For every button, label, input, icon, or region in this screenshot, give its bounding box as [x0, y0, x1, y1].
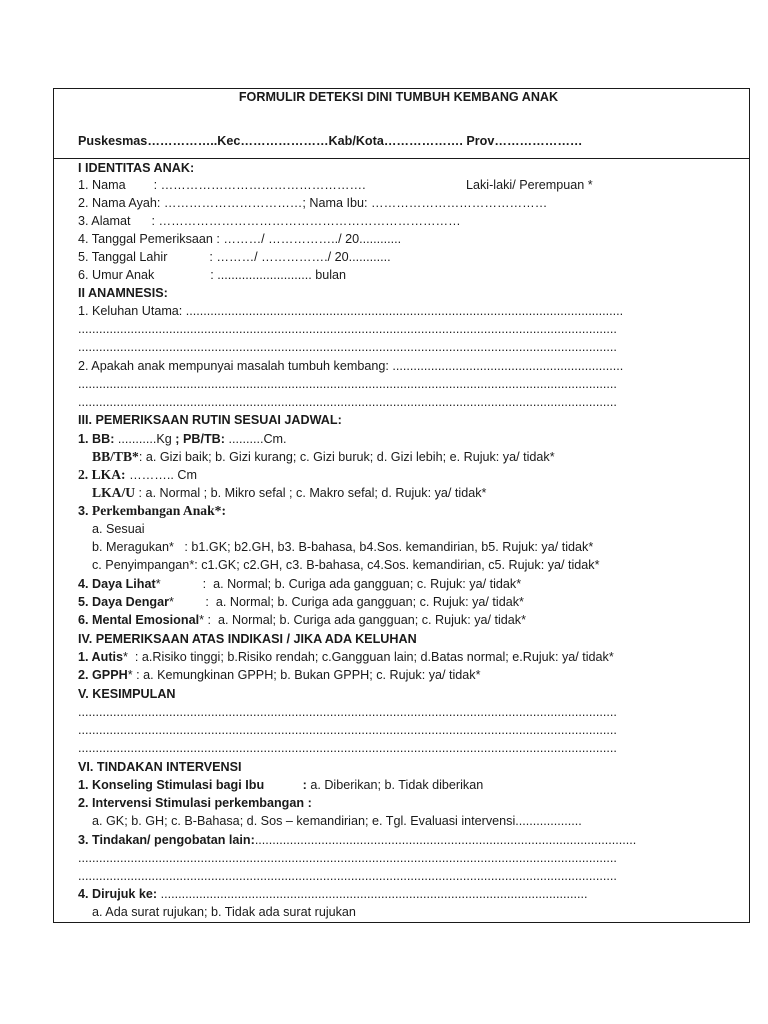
- lkau-options: : a. Normal ; b. Mikro sefal ; c. Makro sefal; d. Rujuk: ya/ tidak*: [135, 486, 487, 500]
- perkembangan-label: Perkembangan Anak*:: [88, 503, 226, 518]
- lka-value: ……….. Cm: [125, 468, 197, 482]
- daya-dengar-options: * : a. Normal; b. Curiga ada gangguan; c. Rujuk: ya/ tidak*: [169, 595, 524, 609]
- field-daya-lihat: [78, 576, 521, 592]
- pengobatan-label: 3. Tindakan/ pengobatan lain:: [78, 833, 255, 847]
- field-mental-emosional: [78, 612, 526, 628]
- blank-line: ..........................................................................................................................................................: [78, 723, 617, 737]
- pbtb-value: ..........Cm.: [224, 432, 287, 446]
- section-kesimpulan-heading: V. KESIMPULAN: [78, 687, 176, 701]
- option-penyimpangan: c. Penyimpangan*: c1.GK; c2.GH, c3. B-bahasa, c4.Sos. kemandirian, c5. Rujuk: ya/ tidak*: [92, 558, 600, 572]
- field-pengobatan: [78, 832, 636, 848]
- bbtb-options: : a. Gizi baik; b. Gizi kurang; c. Gizi buruk; d. Gizi lebih; e. Rujuk: ya/ tidak*: [138, 450, 555, 464]
- lkau-label: LKA/U: [92, 485, 136, 500]
- pbtb-label: ; PB/TB:: [175, 432, 225, 446]
- field-lka: [78, 467, 197, 483]
- field-tanggal-lahir: 5. Tanggal Lahir : ………/ ……………./ 20............: [78, 250, 391, 264]
- field-bbtb: [92, 449, 555, 465]
- field-konseling: [78, 777, 483, 793]
- daya-dengar-label: 5. Daya Dengar: [78, 595, 169, 609]
- location-line: Puskesmas……………..Kec…………………Kab/Kota………………. Prov…………………: [78, 134, 583, 148]
- daya-lihat-label: 4. Daya Lihat: [78, 577, 156, 591]
- mental-emosional-label: 6. Mental Emosional: [78, 613, 200, 627]
- field-umur: 6. Umur Anak : ........................... bulan: [78, 268, 347, 282]
- autis-label: 1. Autis: [78, 650, 124, 664]
- blank-line: ..........................................................................................................................................................: [78, 377, 617, 391]
- blank-line: ..........................................................................................................................................................: [78, 851, 617, 865]
- field-bb-pbtb: [78, 431, 287, 447]
- bbtb-label: BB/TB*: [92, 449, 139, 464]
- field-intervensi-options: a. GK; b. GH; c. B-Bahasa; d. Sos – kemandirian; e. Tgl. Evaluasi intervensi...................: [92, 814, 582, 828]
- dirujuk-label: 4. Dirujuk ke:: [78, 887, 158, 901]
- field-gpph: [78, 667, 481, 683]
- field-dirujuk: [78, 886, 587, 902]
- lka-label: 2. LKA:: [78, 467, 126, 482]
- field-alamat: 3. Alamat : ………………………………………………………………: [78, 214, 461, 228]
- blank-line: ..........................................................................................................................................................: [78, 340, 617, 354]
- section-pemeriksaan-rutin-heading: III. PEMERIKSAAN RUTIN SESUAI JADWAL:: [78, 413, 342, 427]
- blank-line: ..........................................................................................................................................................: [78, 395, 617, 409]
- daya-lihat-options: * : a. Normal; b. Curiga ada gangguan; c. Rujuk: ya/ tidak*: [155, 577, 522, 591]
- field-surat-rujukan: a. Ada surat rujukan; b. Tidak ada surat rujukan: [92, 905, 356, 919]
- blank-line: ..........................................................................................................................................................: [78, 869, 617, 883]
- blank-line: ..........................................................................................................................................................: [78, 741, 617, 755]
- bb-label: 1. BB:: [78, 432, 115, 446]
- field-daya-dengar: [78, 594, 524, 610]
- section-anamnesis-heading: II ANAMNESIS:: [78, 286, 168, 300]
- blank-line: ..........................................................................................................................................................: [78, 705, 617, 719]
- gpph-label: 2. GPPH: [78, 668, 128, 682]
- field-intervensi-label: 2. Intervensi Stimulasi perkembangan :: [78, 796, 312, 810]
- autis-options: * : a.Risiko tinggi; b.Risiko rendah; c.Gangguan lain; d.Batas normal; e.Rujuk: ya/ tidak*: [123, 650, 614, 664]
- field-nama: 1. Nama : ………………………………………….: [78, 178, 366, 192]
- blank-line: ..........................................................................................................................................................: [78, 322, 617, 336]
- mental-emosional-options: * : a. Normal; b. Curiga ada gangguan; c. Rujuk: ya/ tidak*: [199, 613, 526, 627]
- section-tindakan-heading: VI. TINDAKAN INTERVENSI: [78, 760, 242, 774]
- section-indikasi-heading: IV. PEMERIKSAAN ATAS INDIKASI / JIKA ADA KELUHAN: [78, 632, 417, 646]
- gpph-options: * : a. Kemungkinan GPPH; b. Bukan GPPH; c. Rujuk: ya/ tidak*: [127, 668, 481, 682]
- field-keluhan-utama: 1. Keluhan Utama: .............................................................................................................................: [78, 304, 624, 318]
- field-gender: Laki-laki/ Perempuan *: [466, 178, 593, 192]
- detection-form: [53, 88, 750, 923]
- option-sesuai: a. Sesuai: [92, 522, 145, 536]
- perkembangan-number: 3.: [78, 504, 89, 518]
- section-identitas-heading: I IDENTITAS ANAK:: [78, 161, 195, 175]
- field-tanggal-pemeriksaan: 4. Tanggal Pemeriksaan : ………/ ……………../ 20............: [78, 232, 402, 246]
- header-divider: [54, 158, 749, 159]
- konseling-label: 1. Konseling Stimulasi bagi Ibu :: [78, 778, 307, 792]
- field-masalah-tumbuh-kembang: 2. Apakah anak mempunyai masalah tumbuh kembang: ..................................................................: [78, 359, 624, 373]
- konseling-options: a. Diberikan; b. Tidak diberikan: [306, 778, 484, 792]
- field-lkau: [92, 485, 486, 501]
- form-title: FORMULIR DETEKSI DINI TUMBUH KEMBANG ANAK: [238, 90, 559, 104]
- option-meragukan: b. Meragukan* : b1.GK; b2.GH, b3. B-bahasa, b4.Sos. kemandirian, b5. Rujuk: ya/ tidak*: [92, 540, 594, 554]
- bb-value: ...........Kg: [114, 432, 176, 446]
- field-parents: 2. Nama Ayah: ……………………………; Nama Ibu: ……………………………………: [78, 196, 548, 210]
- field-autis: [78, 649, 614, 665]
- field-perkembangan: [78, 503, 226, 519]
- pengobatan-dots: .............................................................................................................: [254, 833, 637, 847]
- dirujuk-dots: ..........................................................................................................................: [157, 887, 588, 901]
